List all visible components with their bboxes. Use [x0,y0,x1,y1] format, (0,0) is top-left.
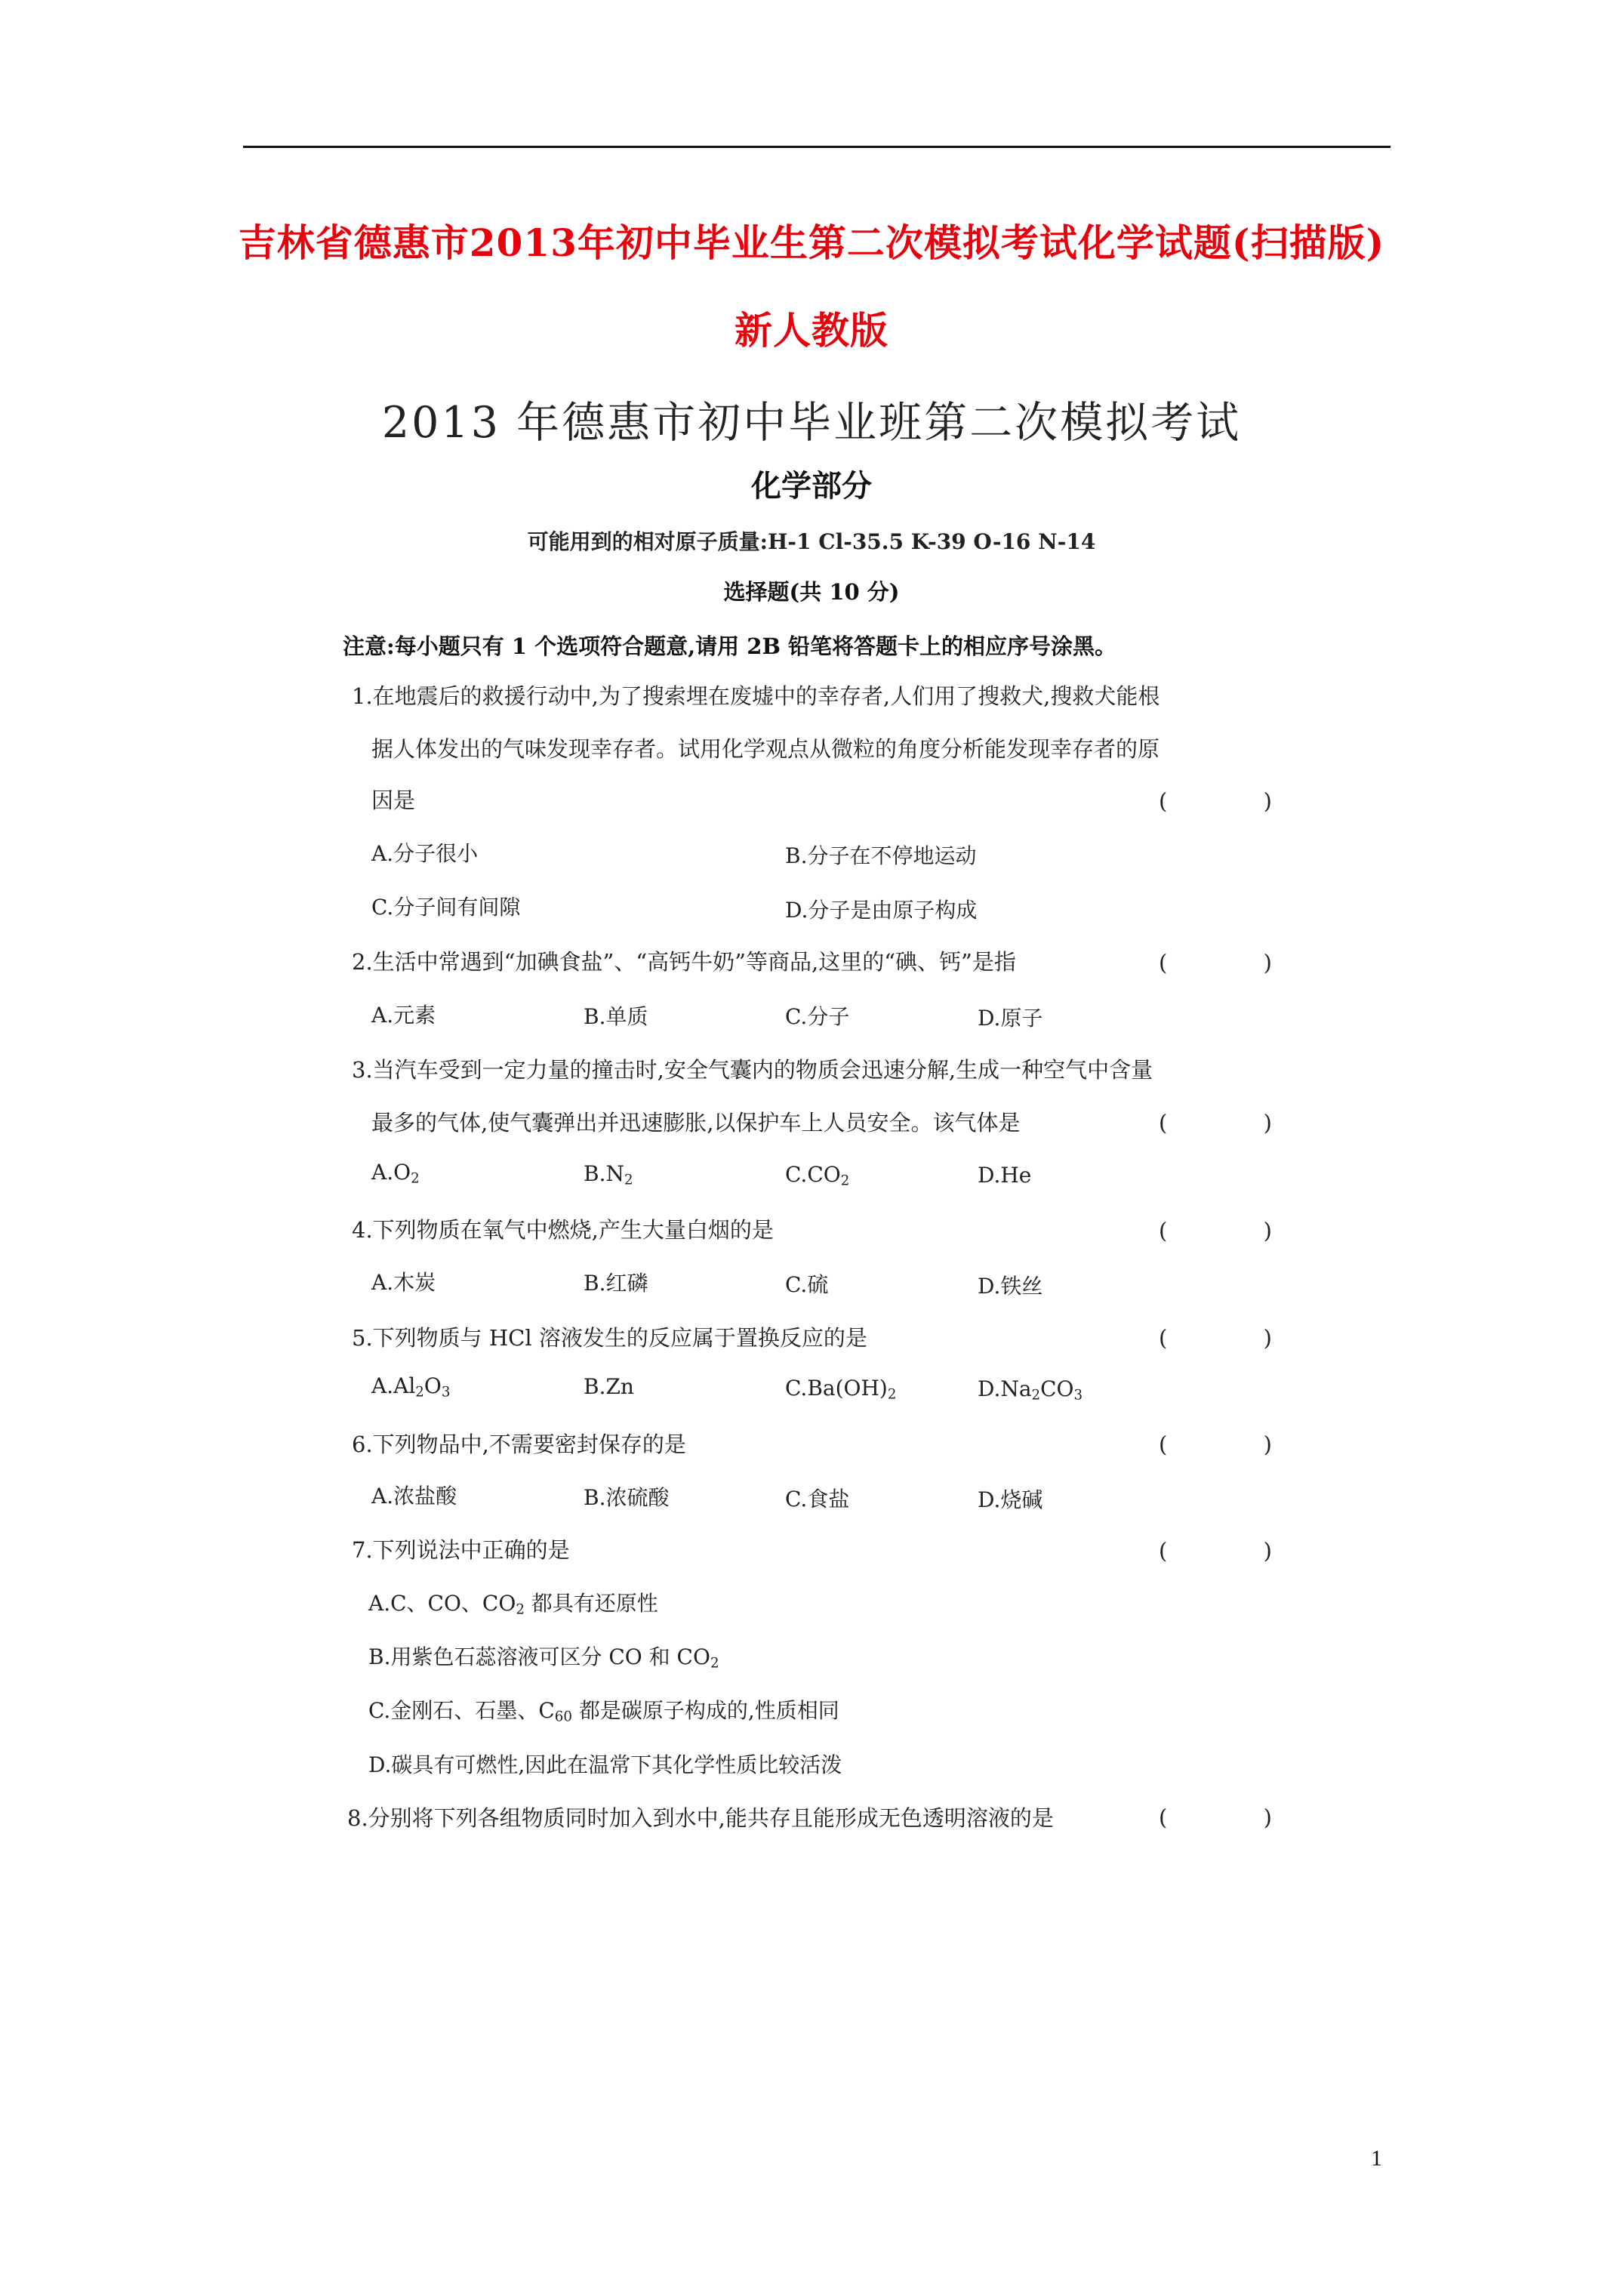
q4-text: 4.下列物质在氧气中燃烧,产生大量白烟的是 [352,1217,774,1243]
q6-text: 6.下列物品中,不需要密封保存的是 [352,1432,686,1457]
q3-line1: 3.当汽车受到一定力量的撞击时,安全气囊内的物质会迅速分解,生成一种空气中含量 [352,1057,1153,1083]
q6-option-b: B.浓硫酸 [584,1485,670,1510]
document-subtitle: 新人教版 [735,308,888,353]
q7-option-c: C.金刚石、石墨、$C_{60}$ 都是碳原子构成的,性质相同 [368,1698,839,1725]
choice-heading: 选择题(共 10 分) [723,579,900,605]
q7-option-b: B.用紫色石蕊溶液可区分 CO 和 $CO_2$ [368,1644,719,1672]
q8-text: 8.分别将下列各组物质同时加入到水中,能共存且能形成无色透明溶液的是 [347,1805,1054,1831]
section-title: 化学部分 [751,469,872,504]
q1-option-c: C.分子间有间隙 [371,895,521,920]
q4-option-d: D.铁丝 [978,1274,1043,1299]
q5-option-c: $C.Ba(OH)_2$ [785,1376,897,1403]
q3-option-a: $A.O_2$ [371,1160,420,1187]
q2-option-d: D.原子 [978,1006,1043,1031]
q1-line2: 据人体发出的气味发现幸存者。试用化学观点从微粒的角度分析能发现幸存者的原 [371,736,1160,762]
q1-option-d: D.分子是由原子构成 [785,898,978,923]
q1-line1: 1.在地震后的救援行动中,为了搜索埋在废墟中的幸存者,人们用了搜救犬,搜救犬能根 [352,683,1160,709]
header-rule [243,146,1390,148]
page-number: 1 [1371,2146,1382,2171]
q1-option-a: A.分子很小 [371,841,479,866]
q2-option-b: B.单质 [584,1004,648,1029]
q4-option-b: B.红磷 [584,1271,648,1296]
q3-option-c: $C.CO_2$ [785,1162,850,1189]
q3-option-b: $B.N_2$ [584,1161,633,1188]
q3-answer-paren: ( ) [1159,1110,1272,1136]
q1-line3: 因是 [371,787,416,813]
q3-option-d: D.He [978,1163,1032,1188]
q4-answer-paren: ( ) [1159,1218,1272,1244]
atomic-masses: 可能用到的相对原子质量:H-1 Cl-35.5 K-39 O-16 N-14 [527,529,1096,554]
q2-option-a: A.元素 [371,1003,436,1028]
q1-answer-paren: ( ) [1159,788,1272,814]
q7-answer-paren: ( ) [1159,1538,1272,1564]
q6-option-d: D.烧碱 [978,1487,1043,1512]
q7-text: 7.下列说法中正确的是 [352,1537,570,1563]
q5-option-d: $D.Na_2CO_3$ [978,1376,1083,1404]
q2-text: 2.生活中常遇到“加碘食盐”、“高钙牛奶”等商品,这里的“碘、钙”是指 [352,949,1016,975]
document-title: 吉林省德惠市2013年初中毕业生第二次模拟考试化学试题(扫描版) [238,220,1385,265]
q5-text: 5.下列物质与 HCl 溶液发生的反应属于置换反应的是 [352,1325,867,1351]
q4-option-c: C.硫 [785,1272,829,1297]
q6-option-a: A.浓盐酸 [371,1484,457,1509]
q1-option-b: B.分子在不停地运动 [785,843,977,868]
q8-answer-paren: ( ) [1159,1804,1272,1830]
q5-option-b: B.Zn [584,1374,634,1399]
q2-option-c: C.分子 [785,1004,850,1029]
scanned-exam-image [325,378,1298,1857]
q6-answer-paren: ( ) [1159,1432,1272,1457]
notice: 注意:每小题只有 1 个选项符合题意,请用 2B 铅笔将答题卡上的相应序号涂黑。 [343,633,1117,659]
q7-option-d: D.碳具有可燃性,因此在温常下其化学性质比较活泼 [368,1752,842,1777]
q2-answer-paren: ( ) [1159,950,1272,975]
q4-option-a: A.木炭 [371,1270,436,1295]
q5-answer-paren: ( ) [1159,1325,1272,1351]
q6-option-c: C.食盐 [785,1487,850,1512]
exam-title: 2013 年德惠市初中毕业班第二次模拟考试 [381,398,1242,448]
q5-option-a: $A.Al_2O_3$ [371,1373,451,1401]
q3-line2: 最多的气体,使气囊弹出并迅速膨胀,以保护车上人员安全。该气体是 [371,1110,1021,1136]
q7-option-a: A.C、CO、$CO_2$ 都具有还原性 [368,1591,658,1618]
